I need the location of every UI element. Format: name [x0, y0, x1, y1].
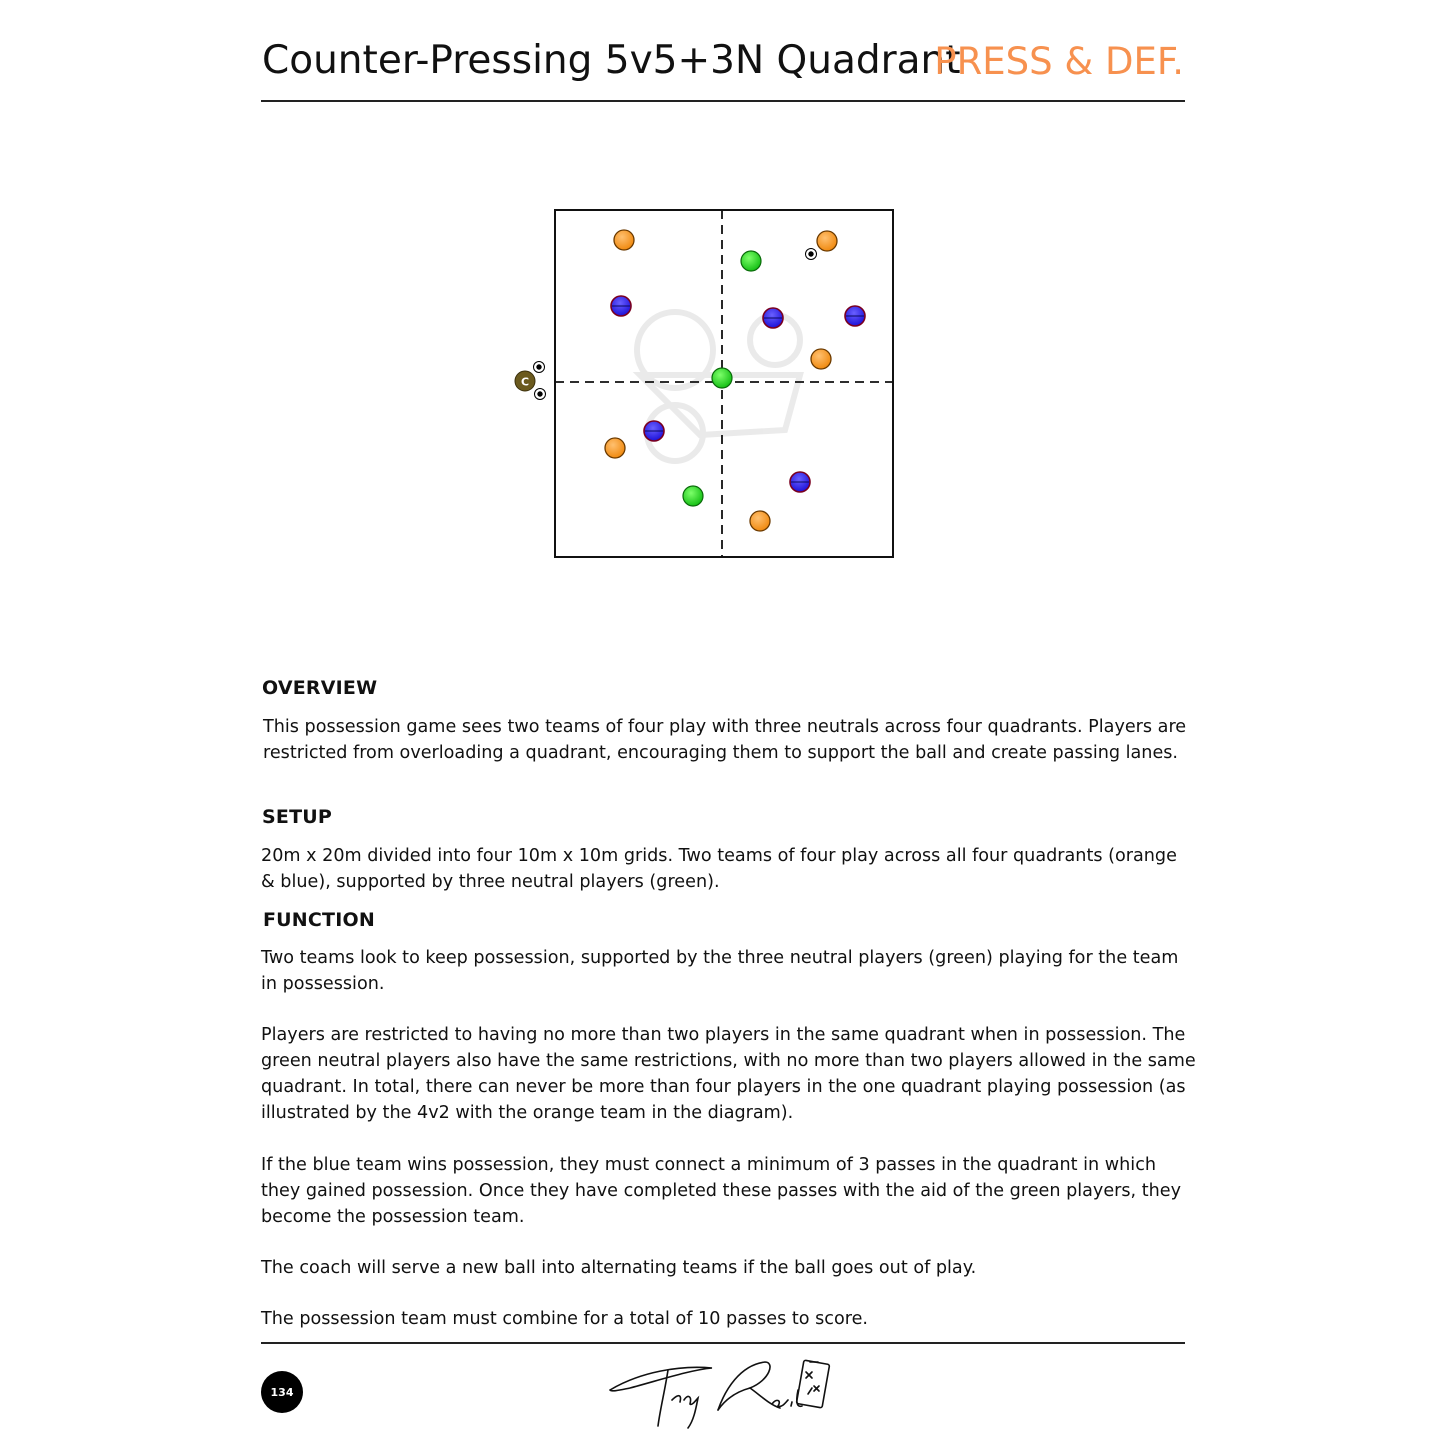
drill-diagram [500, 195, 920, 575]
orange-player [811, 349, 831, 369]
coach-label: C [520, 375, 530, 389]
overview-text: This possession game sees two teams of four play with three neutrals across four quadrants. Players are restricted from overloading a quadrant, encouraging them to support the ball and create passing lanes. [263, 717, 1187, 763]
ball-icon [806, 249, 817, 260]
orange-player [614, 230, 634, 250]
function-text-3: If the blue team wins possession, they must connect a minimum of 3 passes in the quadrant in which they gained possession. Once they have completed these passes with the aid of the green players, they become the possession team. [261, 1155, 1182, 1227]
header-divider [261, 100, 1185, 102]
category-tag: PRESS & DEF. [934, 40, 1184, 83]
page-number-badge: 134 [261, 1371, 303, 1413]
function-text-4: The coach will serve a new ball into alternating teams if the ball goes out of play. [261, 1258, 977, 1278]
ball-icon [534, 362, 545, 373]
function-heading: FUNCTION [263, 909, 375, 931]
footer-divider [261, 1342, 1185, 1344]
neutral-player [741, 251, 761, 271]
signature-logo [600, 1350, 845, 1435]
ball-icon [535, 389, 546, 400]
neutral-player [712, 368, 732, 388]
orange-player [605, 438, 625, 458]
function-text-2: Players are restricted to having no more than two players in the same quadrant when in possession. The green neutral players also have the same restrictions, with no more than two players allowed in the same quadrant. In total, there can never be more than four players in the one quadrant playing possession (as illustrated by the 4v2 with the orange team in the diagram). [261, 1025, 1196, 1123]
overview-heading: OVERVIEW [262, 677, 378, 699]
setup-text: 20m x 20m divided into four 10m x 10m grids. Two teams of four play across all four quadrants (orange & blue), supported by three neutral players (green). [261, 846, 1177, 892]
setup-heading: SETUP [262, 806, 332, 828]
page-title: Counter-Pressing 5v5+3N Quadrant [262, 38, 961, 83]
orange-player [817, 231, 837, 251]
orange-player [750, 511, 770, 531]
function-text-5: The possession team must combine for a total of 10 passes to score. [261, 1309, 869, 1329]
neutral-player [683, 486, 703, 506]
function-text-1: Two teams look to keep possession, supported by the three neutral players (green) playing for the team in possession. [261, 948, 1179, 994]
